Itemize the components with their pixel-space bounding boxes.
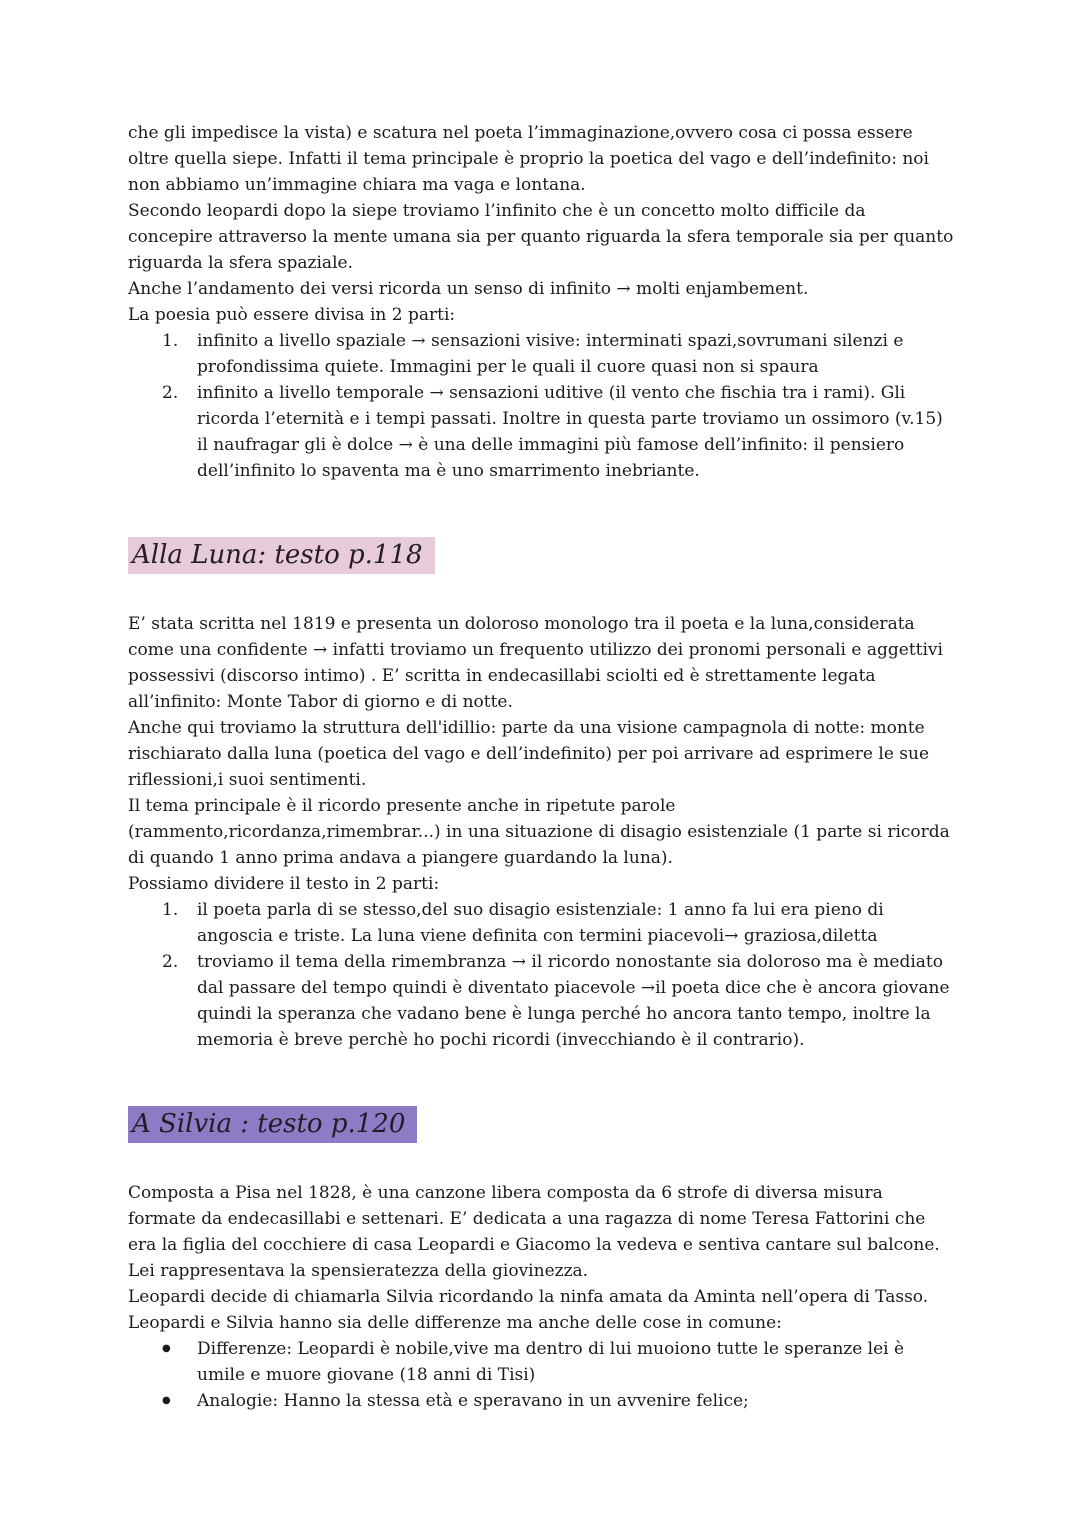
list-item (128, 1388, 954, 1414)
bulleted-list (128, 1336, 954, 1414)
ordered-list (128, 328, 954, 484)
section-a-silvia (128, 1084, 954, 1414)
list-item-text: infinito a livello temporale → sensazioni uditive (il vento che fischia tra i rami). Gli ricorda l’eternità e i tempi passati. Inoltre in questa parte troviamo un ossimoro (v.15) il naufragar gli è dolce → è una delle immagini più famose dell’infinito: il pensiero dell’infinito lo spaventa ma è uno smarrimento inebriante. (197, 383, 943, 481)
paragraph: Anche qui troviamo la struttura dell'idillio: parte da una visione campagnola di notte: monte rischiarato dalla luna (poetica del vago e dell’indefinito) per poi arrivare ad esprimere le sue riflessioni,i suoi sentimenti. (128, 718, 930, 791)
list-item (128, 949, 954, 1053)
paragraph: Composta a Pisa nel 1828, è una canzone libera composta da 6 strofe di diversa misura formate da endecasillabi e settenari. E’ dedicata a una ragazza di nome Teresa Fattorini che era la figlia del cocchiere di casa Leopardi e Giacomo la vedeva e sentiva cantare sul balcone. Lei rappresentava la spensieratezza della giovinezza. (128, 1183, 940, 1282)
list-number-marker: 2. (162, 383, 179, 403)
list-item (128, 328, 954, 380)
section-alla-luna (128, 515, 954, 1053)
section-infinito-analysis (128, 120, 954, 484)
paragraph: che gli impedisce la vista) e scatura nel poeta l’immaginazione,ovvero cosa ci possa essere oltre quella siepe. Infatti il tema principale è proprio la poetica del vago e dell’indefinito: noi non abbiamo un’immagine chiara ma vaga e lontana. (128, 123, 929, 195)
ordered-list (128, 897, 954, 1053)
list-number-marker: 1. (162, 331, 179, 351)
list-item-text: troviamo il tema della rimembranza → il ricordo nonostante sia doloroso ma è mediato dal passare del tempo quindi è diventato piacevole →il poeta dice che è ancora giovane quindi la speranza che vadano bene è lunga perché ho ancora tanto tempo, inoltre la memoria è breve perchè ho pochi ricordi (invecchiando è il contrario). (197, 952, 950, 1051)
heading-row (128, 1084, 954, 1164)
paragraph: Secondo leopardi dopo la siepe troviamo l’infinito che è un concetto molto difficile da concepire attraverso la mente umana sia per quanto riguarda la sfera temporale sia per quanto riguarda la sfera spaziale. (128, 201, 954, 273)
list-item (128, 380, 954, 484)
list-item-text: Differenze: Leopardi è nobile,vive ma dentro di lui muoiono tutte le speranze lei è umile e muore giovane (18 anni di Tisi) (197, 1339, 905, 1386)
list-item (128, 1336, 954, 1388)
paragraph: La poesia può essere divisa in 2 parti: (128, 305, 456, 325)
paragraph: Anche l’andamento dei versi ricorda un senso di infinito → molti enjambement. (128, 279, 809, 299)
bullet-icon: ● (162, 1343, 171, 1355)
list-number-marker: 1. (162, 900, 179, 921)
page-content (128, 120, 954, 1414)
paragraph: Il tema principale è il ricordo presente anche in ripetute parole (rammento,ricordanza,rimembrar...) in una situazione di disagio esistenziale (1 parte si ricorda di quando 1 anno prima andava a piangere guardando la luna). (128, 796, 950, 869)
list-item-text: il poeta parla di se stesso,del suo disagio esistenziale: 1 anno fa lui era pieno di angoscia e triste. La luna viene definita con termini piacevoli→ graziosa,diletta (197, 900, 884, 947)
heading-row (128, 515, 954, 595)
bullet-icon: ● (162, 1395, 171, 1407)
list-item-text: Analogie: Hanno la stessa età e speravano in un avvenire felice; (197, 1391, 749, 1412)
paragraph: Possiamo dividere il testo in 2 parti: (128, 874, 440, 895)
section-heading-a-silvia: A Silvia : testo p.120 (128, 1106, 417, 1143)
section-heading-alla-luna: Alla Luna: testo p.118 (128, 537, 435, 574)
paragraph: Leopardi e Silvia hanno sia delle differenze ma anche delle cose in comune: (128, 1313, 782, 1334)
paragraph: Leopardi decide di chiamarla Silvia ricordando la ninfa amata da Aminta nell’opera di Tasso. (128, 1287, 929, 1308)
list-item-text: infinito a livello spaziale → sensazioni visive: interminati spazi,sovrumani silenzi e profondissima quiete. Immagini per le quali il cuore quasi non si spaura (197, 331, 904, 377)
paragraph: E’ stata scritta nel 1819 e presenta un doloroso monologo tra il poeta e la luna,considerata come una confidente → infatti troviamo un frequento utilizzo dei pronomi personali e aggettivi possessivi (discorso intimo) . E’ scritta in endecasillabi sciolti ed è strettamente legata all’infinito: Monte Tabor di giorno e di notte. (128, 614, 943, 713)
list-item (128, 897, 954, 949)
list-number-marker: 2. (162, 952, 179, 973)
